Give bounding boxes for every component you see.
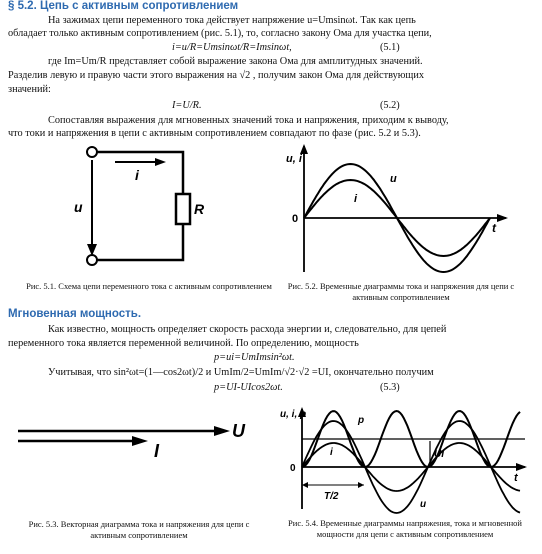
formula-number: (5.1) [380, 42, 400, 53]
figure-caption: Рис. 5.3. Векторная диаграмма тока и напряжения для цепи с активным сопротивлением [28, 519, 250, 540]
origin-label: 0 [292, 213, 299, 225]
axis-label-x: t [492, 221, 496, 235]
formula-number: (5.2) [380, 100, 400, 111]
axis-label-x: t [514, 472, 518, 484]
paragraph-line: Как известно, мощность определяет скорость расхода энергии и, следовательно, для цепей [48, 324, 447, 335]
paragraph-line: где Im=Um/R представляет собой выражение закона Ома для амплитудных значений. [48, 56, 423, 67]
resistor-label: R [194, 201, 205, 217]
formula: i=u/R=Umsinωt/R=Imsinωt, [172, 42, 292, 53]
paragraph-line: обладает только активным сопротивлением (рис. 5.1), то, согласно закону Ома для участка цепи, [8, 28, 432, 39]
series-label-p: p [358, 415, 365, 426]
current-label: i [135, 167, 139, 183]
period-label: T/2 [324, 491, 339, 502]
axis-label-y: u, i, p [280, 409, 307, 420]
formula: p=ui=UmImsin²ωt. [214, 352, 295, 363]
section-title: § 5.2. Цепь с активным сопротивлением [8, 0, 239, 12]
figure-caption: Рис. 5.1. Схема цепи переменного тока с активным сопротивлением [26, 281, 272, 291]
figure-vector-diagram [18, 415, 268, 465]
paragraph-line: Сопоставляя выражения для мгновенных значений тока и напряжения, приходим к выводу, [48, 115, 449, 126]
formula: I=U/R. [172, 100, 202, 111]
figure-power-diagram [280, 407, 530, 511]
series-label-i: i [354, 193, 358, 205]
figure-caption: Рис. 5.2. Временные диаграммы тока и напряжения для цепи с активным сопротивлением [287, 281, 515, 302]
vector-label-I: I [154, 441, 160, 461]
series-label-u: u [420, 499, 427, 510]
formula-number: (5.3) [380, 382, 400, 393]
origin-label: 0 [290, 463, 296, 474]
figure-caption: Рис. 5.4. Временные диаграммы напряжения, тока и мгновенной мощности для цепи с активным сопротивлением [288, 518, 522, 539]
paragraph-line: что токи и напряжения в цепи с активным сопротивлением совпадают по фазе (рис. 5.2 и 5.3). [8, 128, 421, 139]
vector-label-U: U [232, 421, 245, 441]
section-subtitle: Мгновенная мощность. [8, 308, 142, 320]
paragraph-line: переменного тока является переменной величиной. По определению, мощность [8, 338, 359, 349]
series-label-u: u [390, 173, 397, 185]
figure-time-diagram [284, 144, 514, 274]
paragraph-line: значений: [8, 84, 51, 95]
formula: p=UI-UIcos2ωt. [214, 382, 283, 393]
paragraph-line: На зажимах цепи переменного тока действует напряжение u=Umsinωt. Так как цепь [48, 15, 416, 26]
series-label-i: i [330, 447, 333, 458]
paragraph-line: Разделив левую и правую части этого выражения на √2 , получим закон Ома для действующих [8, 70, 425, 81]
figure-circuit [60, 140, 220, 270]
level-label-UI: UI [434, 449, 444, 460]
paragraph-line: Учитывая, что sin²ωt=(1—cos2ωt)/2 и UmIm/2=UmIm/√2·√2 =UI, окончательно получим [48, 367, 434, 378]
voltage-label: u [74, 199, 83, 215]
axis-label-y: u, i [286, 153, 302, 165]
